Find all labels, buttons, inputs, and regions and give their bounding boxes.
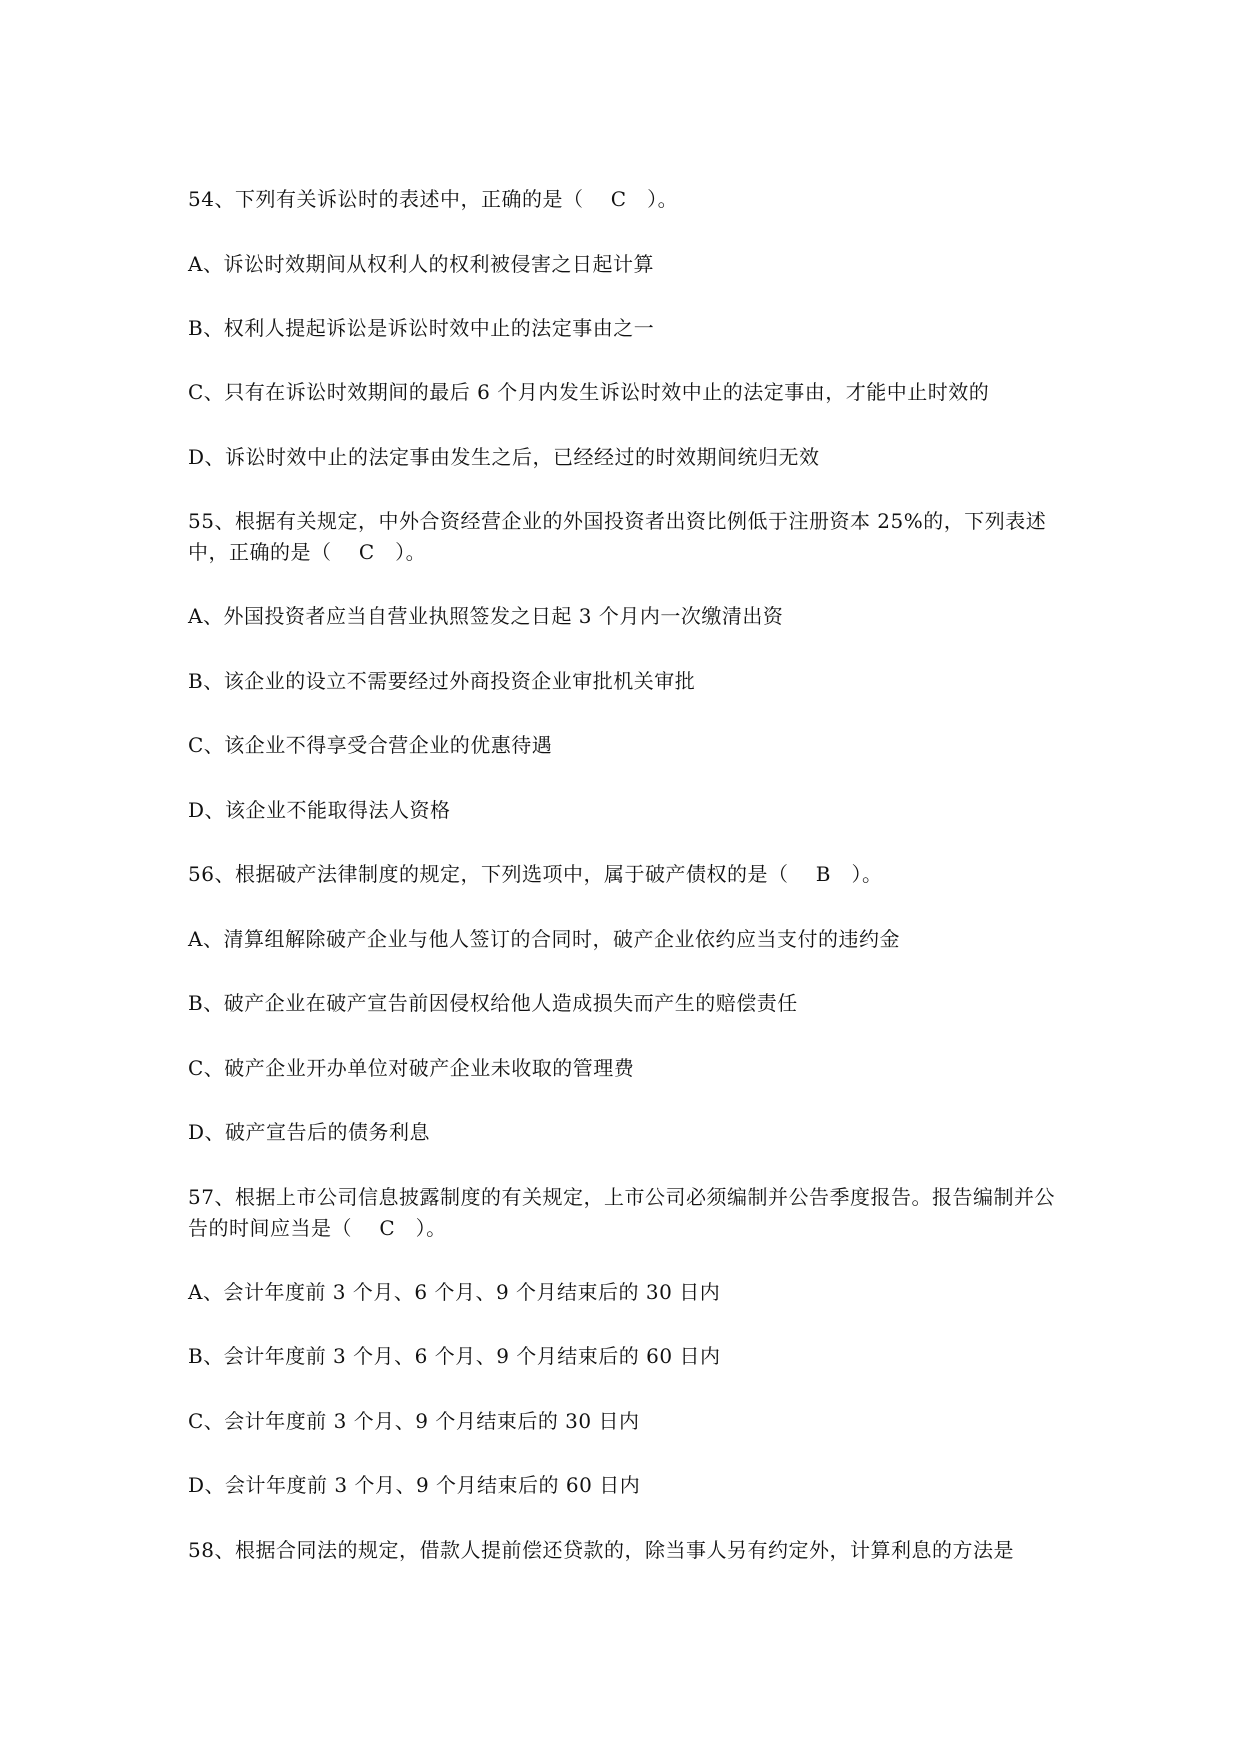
question-57-stem: 57、根据上市公司信息披露制度的有关规定，上市公司必须编制并公告季度报告。报告编制并公告的时间应当是（ C ）。	[188, 1185, 1055, 1240]
question-57-option-d: D、会计年度前 3 个月、9 个月结束后的 60 日内	[188, 1473, 641, 1497]
question-56-option-d: D、破产宣告后的债务利息	[188, 1120, 431, 1144]
question-54-option-c: C、只有在诉讼时效期间的最后 6 个月内发生诉讼时效中止的法定事由，才能中止时效的	[188, 380, 990, 404]
question-55-option-c: C、该企业不得享受合营企业的优惠待遇	[188, 733, 553, 757]
question-57-option-c: C、会计年度前 3 个月、9 个月结束后的 30 日内	[188, 1409, 640, 1433]
question-56-option-c: C、破产企业开办单位对破产企业未收取的管理费	[188, 1056, 635, 1080]
question-55-stem: 55、根据有关规定，中外合资经营企业的外国投资者出资比例低于注册资本 25%的，下列表述中，正确的是（ C ）。	[188, 509, 1047, 564]
question-54-option-d: D、诉讼时效中止的法定事由发生之后，已经经过的时效期间统归无效	[188, 445, 820, 469]
question-57-option-a: A、会计年度前 3 个月、6 个月、9 个月结束后的 30 日内	[188, 1280, 721, 1304]
question-57-option-b: B、会计年度前 3 个月、6 个月、9 个月结束后的 60 日内	[188, 1344, 721, 1368]
question-55-option-a: A、外国投资者应当自营业执照签发之日起 3 个月内一次缴清出资	[188, 604, 784, 628]
question-56-stem: 56、根据破产法律制度的规定，下列选项中，属于破产债权的是（ B ）。	[188, 862, 883, 886]
question-58-stem: 58、根据合同法的规定，借款人提前偿还贷款的，除当事人另有约定外，计算利息的方法是	[188, 1538, 1014, 1562]
question-56-option-a: A、清算组解除破产企业与他人签订的合同时，破产企业依约应当支付的违约金	[188, 927, 900, 951]
question-54-stem: 54、下列有关诉讼时的表述中，正确的是（ C ）。	[188, 187, 679, 211]
question-55-option-b: B、该企业的设立不需要经过外商投资企业审批机关审批	[188, 669, 696, 693]
question-56-option-b: B、破产企业在破产宣告前因侵权给他人造成损失而产生的赔偿责任	[188, 991, 798, 1015]
question-54-option-a: A、诉讼时效期间从权利人的权利被侵害之日起计算	[188, 252, 654, 276]
question-54-option-b: B、权利人提起诉讼是诉讼时效中止的法定事由之一	[188, 316, 655, 340]
question-55-option-d: D、该企业不能取得法人资格	[188, 798, 451, 822]
